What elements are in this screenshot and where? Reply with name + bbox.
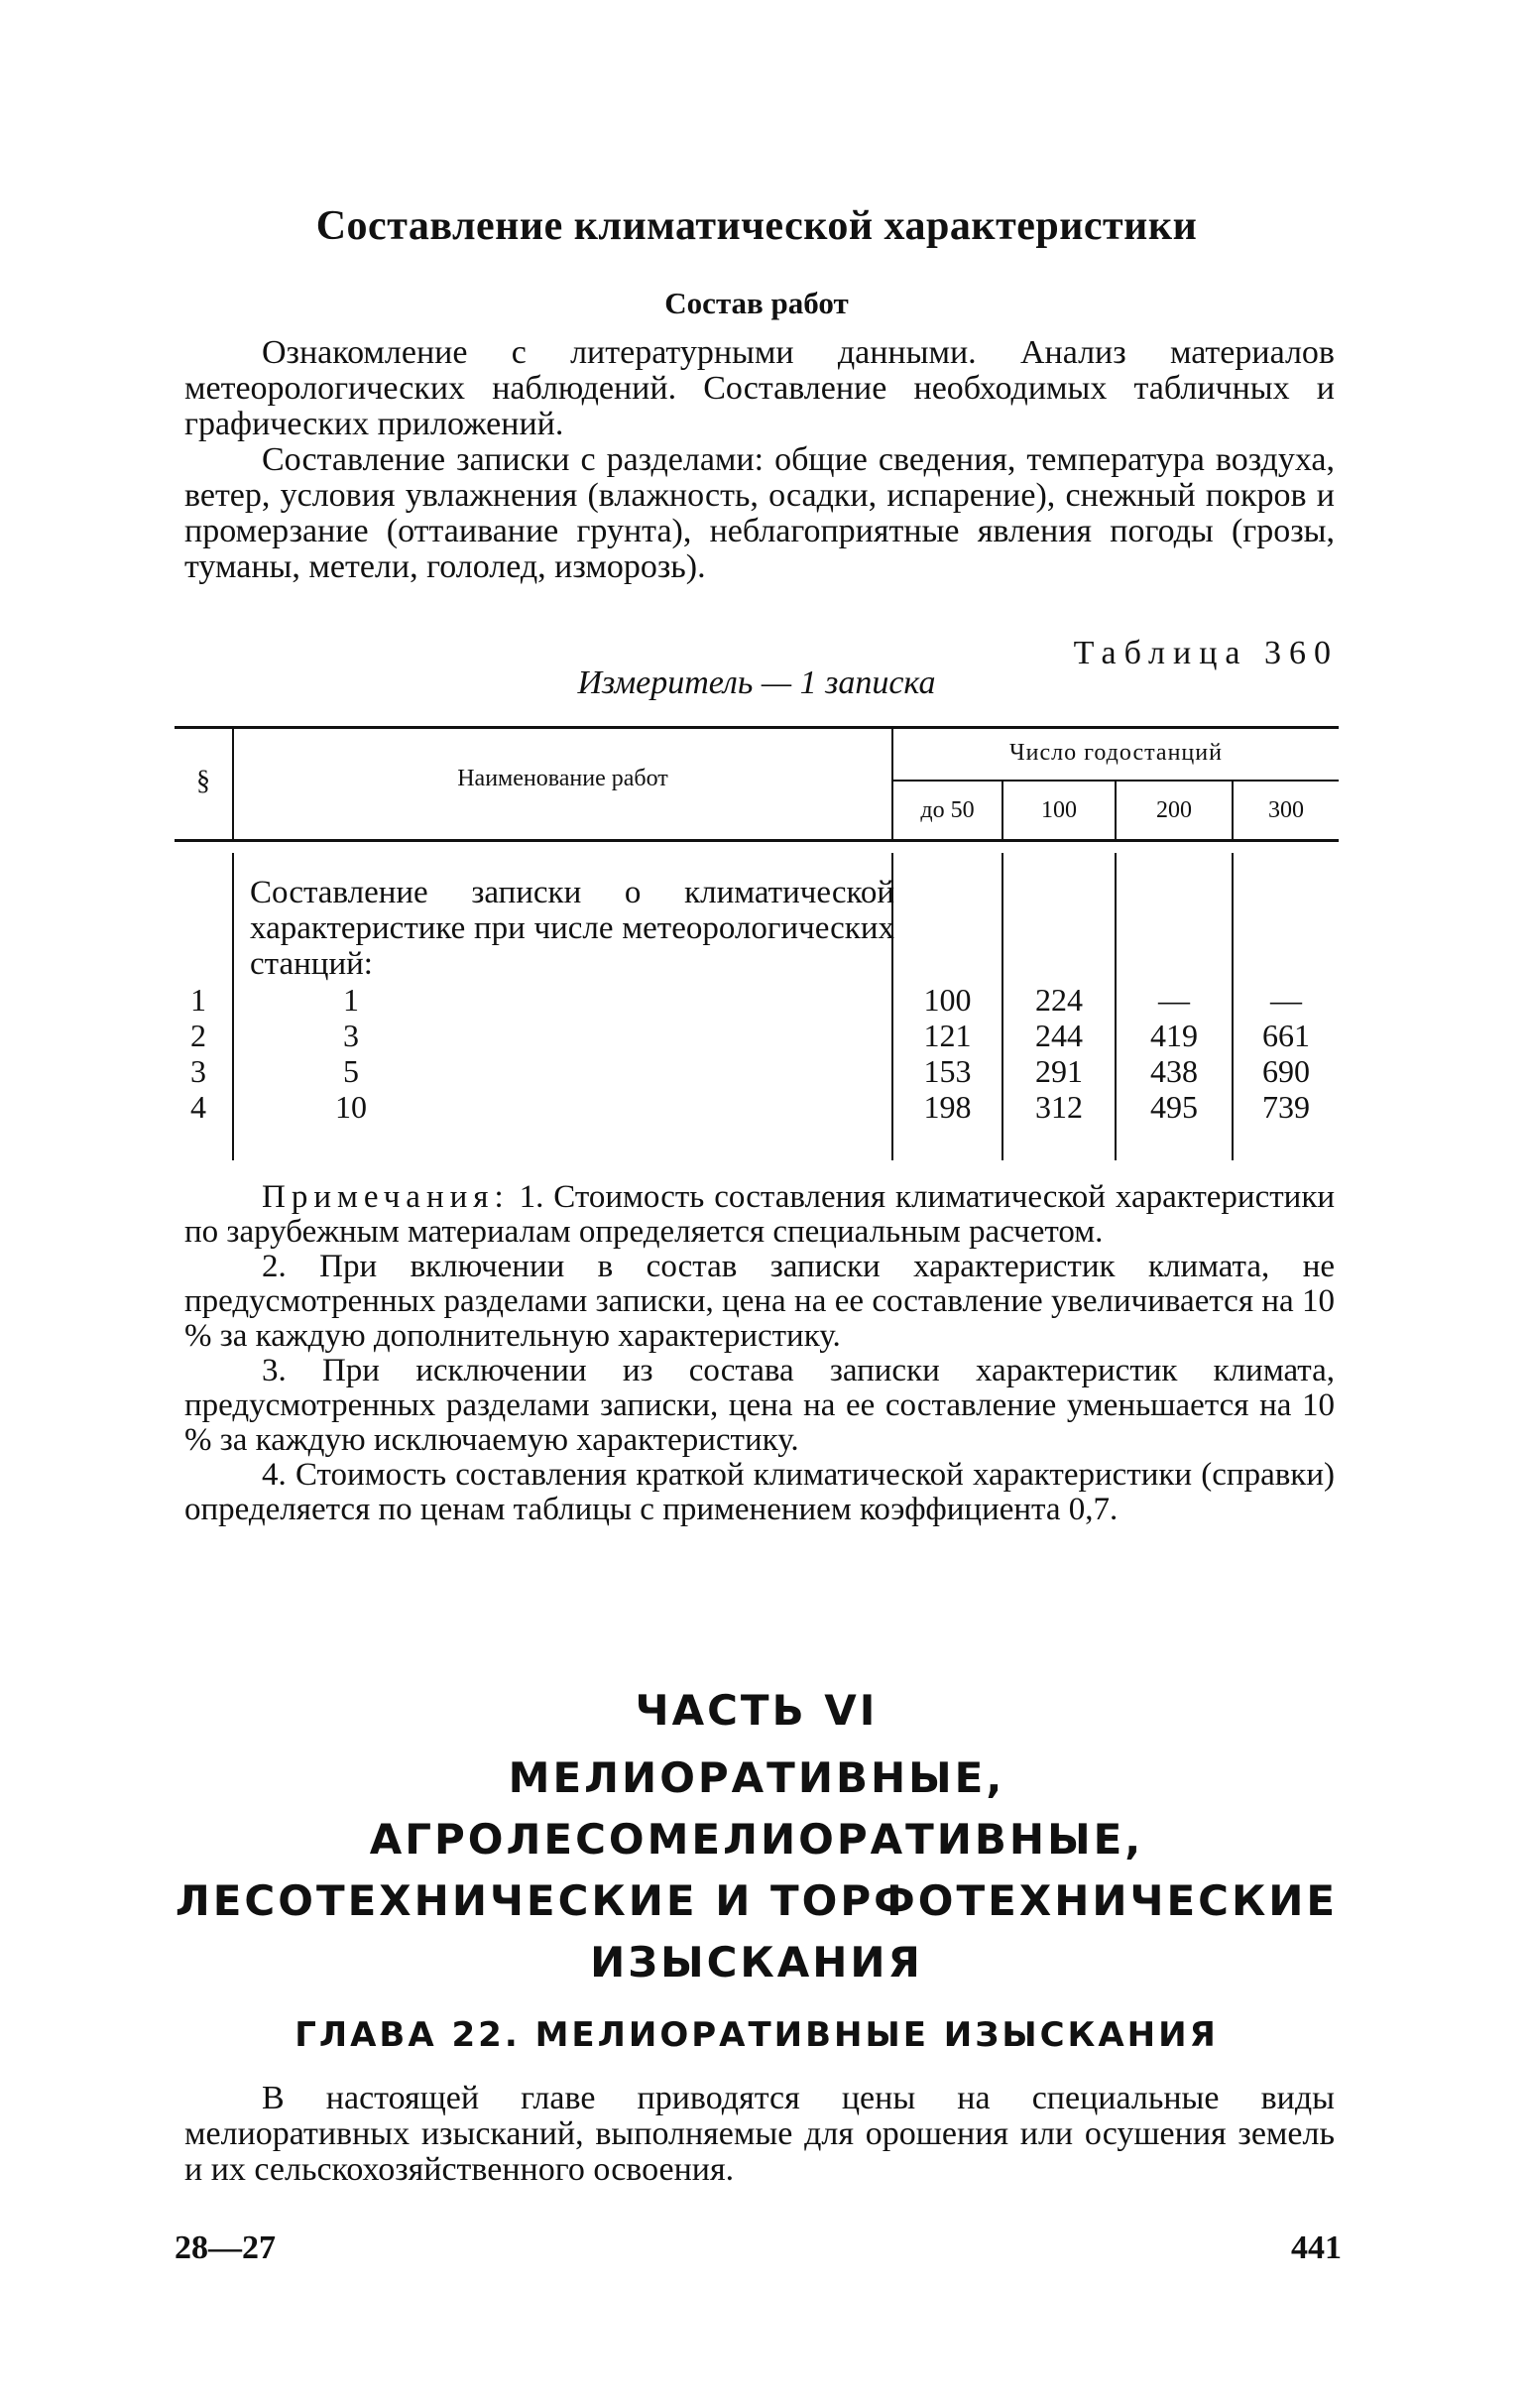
part-title: МЕЛИОРАТИВНЫЕ, АГРОЛЕСОМЕЛИОРАТИВНЫЕ, ЛЕСОТЕХНИЧЕСКИЕ И ТОРФОТЕХНИЧЕСКИЕ ИЗЫСКАНИЯ <box>175 1753 1339 1987</box>
row-value: — <box>1158 982 1190 1018</box>
row-value: 100 <box>923 982 972 1018</box>
row-stations: 1 <box>343 982 359 1018</box>
footer-signature: 28—27 <box>175 2229 276 2266</box>
row-value: 661 <box>1262 1018 1310 1053</box>
notes-block <box>184 1180 1335 1527</box>
price-table <box>175 714 1339 1160</box>
header-group: Число годостанций <box>1009 740 1223 766</box>
row-value: 495 <box>1150 1089 1198 1125</box>
row-value: 224 <box>1035 982 1083 1018</box>
row-value: — <box>1270 982 1302 1018</box>
chapter-intro: В настоящей главе приводятся цены на специальные виды мелиоративных изысканий, выполняемые для орошения или осушения земель и их сельскохозяйственного освоения. <box>184 2080 1335 2188</box>
table-label: Таблица 360 <box>1073 635 1339 671</box>
row-value: 312 <box>1035 1089 1083 1125</box>
row-stations: 10 <box>335 1089 367 1125</box>
notes-label: Примечания: <box>262 1179 510 1215</box>
table-header-rule <box>175 839 1339 842</box>
row-value: 438 <box>1150 1053 1198 1089</box>
row-value: 198 <box>923 1089 972 1125</box>
table-top-rule <box>175 726 1339 729</box>
note-3: 3. При исключении из состава записки характеристик климата, предусмотренных разделами записки, цена на ее составление уменьшается на 10 % за каждую исключаемую характеристику. <box>184 1353 1335 1458</box>
header-paragraph: § <box>196 766 210 796</box>
table-vrule <box>232 853 234 1160</box>
header-col-3: 200 <box>1156 797 1192 823</box>
note-4: 4. Стоимость составления краткой климатической характеристики (справки) определяется по ценам таблицы с применением коэффициента 0,7. <box>184 1457 1335 1527</box>
paragraph-2: Составление записки с разделами: общие сведения, температура воздуха, ветер, условия увлажнения (влажность, осадки, испарение), снежный покров и промерзание (оттаивание грунта), неблагоприятные явления погоды (грозы, туманы, метели, гололед, изморозь). <box>184 441 1335 585</box>
row-value: 291 <box>1035 1053 1083 1089</box>
page-number: 441 <box>1291 2229 1342 2266</box>
header-col-2: 100 <box>1041 797 1077 823</box>
work-composition-title: Состав работ <box>664 286 849 320</box>
header-col-1: до 50 <box>920 797 975 823</box>
row-value: 153 <box>923 1053 972 1089</box>
row-value: 419 <box>1150 1018 1198 1053</box>
table-row-intro: Составление записки о климатической характеристике при числе метеорологических станций: <box>250 875 894 982</box>
row-stations: 3 <box>343 1018 359 1053</box>
note-2: 2. При включении в состав записки характеристик климата, не предусмотренных разделами записки, цена на ее составление увеличивается на 10 % за каждую дополнительную характеристику. <box>184 1249 1335 1354</box>
row-value: 121 <box>923 1018 972 1053</box>
row-number: 1 <box>190 982 206 1018</box>
paragraph-1: Ознакомление с литературными данными. Анализ материалов метеорологических наблюдений. Составление необходимых табличных и графических приложений. <box>184 334 1335 442</box>
row-value: 739 <box>1262 1089 1310 1125</box>
header-col-4: 300 <box>1268 797 1304 823</box>
section-title: Составление климатической характеристики <box>315 203 1198 249</box>
row-value: 690 <box>1262 1053 1310 1089</box>
row-number: 2 <box>190 1018 206 1053</box>
chapter-title: ГЛАВА 22. МЕЛИОРАТИВНЫЕ ИЗЫСКАНИЯ <box>295 2015 1219 2055</box>
row-number: 4 <box>190 1089 206 1125</box>
row-value: 244 <box>1035 1018 1083 1053</box>
header-name: Наименование работ <box>457 766 668 791</box>
row-stations: 5 <box>343 1053 359 1089</box>
part-number: ЧАСТЬ VI <box>635 1686 879 1735</box>
table-measure: Измеритель — 1 записка <box>577 664 936 701</box>
note-1: Примечания: 1. Стоимость составления климатической характеристики по зарубежным материалам определяется специальным расчетом. <box>184 1179 1336 1250</box>
row-number: 3 <box>190 1053 206 1089</box>
